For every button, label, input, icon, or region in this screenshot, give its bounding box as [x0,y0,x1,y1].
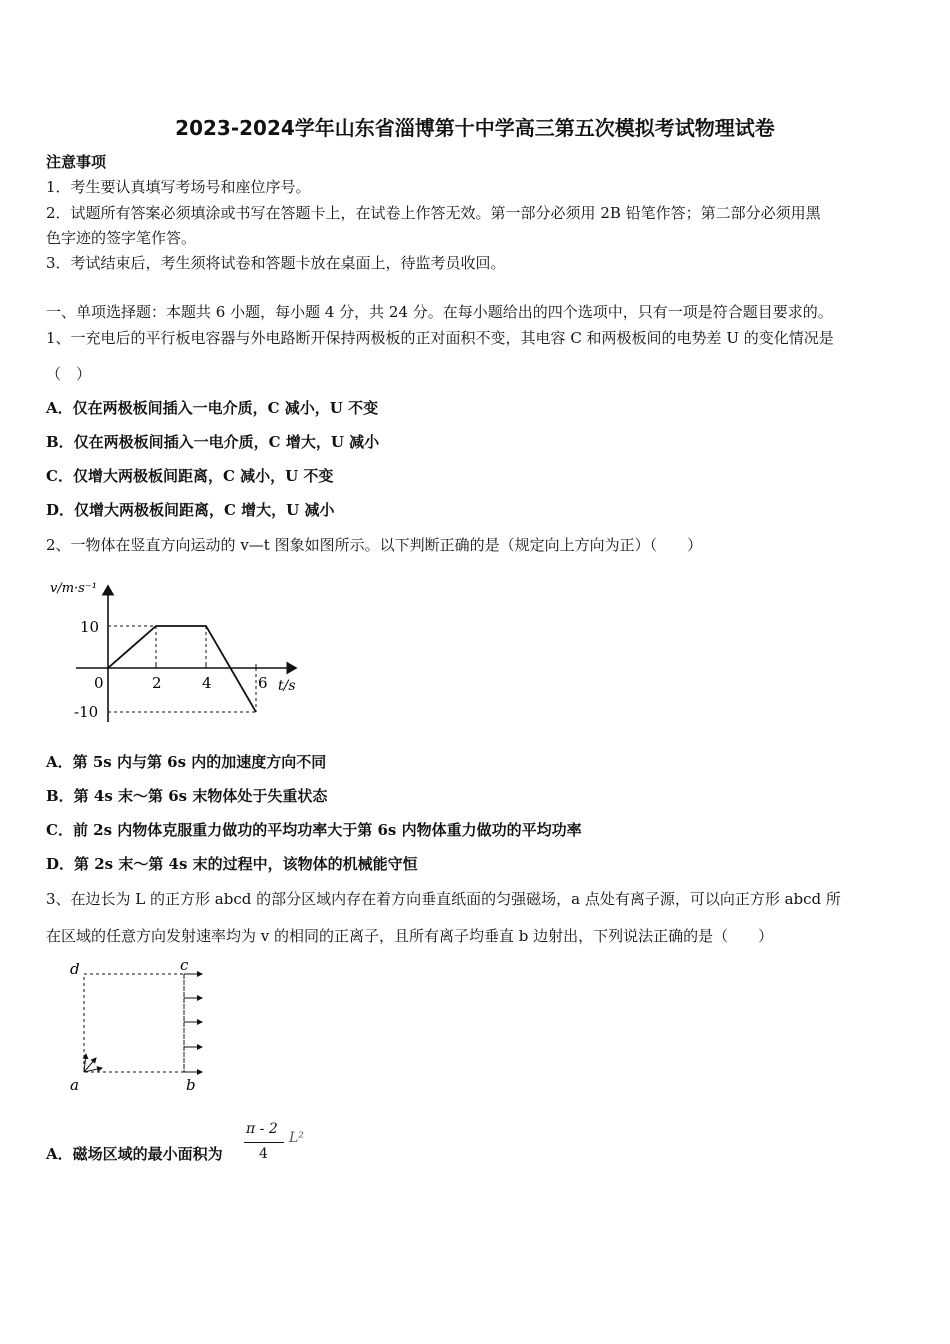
page-title: 2023-2024学年山东省淄博第十中学高三第五次模拟考试物理试卷 [175,116,775,140]
q2-option-d: D．第 2s 末～第 4s 末的过程中，该物体的机械能守恒 [46,855,418,873]
q3-option-a: A．磁场区域的最小面积为 [46,1145,223,1163]
square-outline [84,974,184,1072]
tick-2: 2 [152,674,162,692]
q1-option-b: B．仅在两极板间插入一电介质，C 增大，U 减小 [46,433,380,451]
y-axis-label: v/m·s⁻¹ [50,581,97,596]
tick-10: 10 [80,618,100,636]
tick-neg10: -10 [74,703,99,721]
notice-item: 2．试题所有答案必须填涂或书写在答题卡上，在试卷上作答无效。第一部分必须用 2B 铅笔作答；第二部分必须用黑 [46,204,821,222]
q3-stem-line1: 3、在边长为 L 的正方形 abcd 的部分区域内存在着方向垂直纸面的匀强磁场，a 点处有离子源，可以向正方形 abcd 所 [46,890,841,908]
fraction-numerator: π - 2 [246,1121,278,1137]
notice-heading: 注意事项 [46,153,107,171]
label-a: a [70,1076,79,1094]
vt-curve [108,626,256,712]
q1-option-a: A．仅在两极板间插入一电介质，C 减小，U 不变 [46,399,379,417]
x-axis-label: t/s [278,678,296,694]
q1-paren: （ ） [46,365,92,383]
fraction-variable: L² [289,1130,304,1146]
label-b: b [186,1076,196,1094]
section-heading: 一、单项选择题：本题共 6 小题，每小题 4 分，共 24 分。在每小题给出的四个选项中，只有一项是符合题目要求的。 [46,303,833,321]
q2-option-b: B．第 4s 末～第 6s 末物体处于失重状态 [46,787,328,805]
label-d: d [70,960,80,978]
notice-item: 1．考生要认真填写考场号和座位序号。 [46,178,311,196]
fraction-bar [244,1142,284,1143]
tick-6: 6 [258,674,268,692]
q2-stem: 2、一物体在竖直方向运动的 v—t 图象如图所示。以下判断正确的是（规定向上方向为正）（ ） [46,536,703,554]
notice-item: 色字迹的签字笔作答。 [46,229,197,247]
square-diagram [60,958,220,1094]
q1-stem: 1、一充电后的平行板电容器与外电路断开保持两极板的正对面积不变，其电容 C 和两极板间的电势差 U 的变化情况是 [46,329,834,347]
vt-graph [46,572,306,732]
q2-option-c: C．前 2s 内物体克服重力做功的平均功率大于第 6s 内物体重力做功的平均功率 [46,821,582,839]
q1-option-d: D．仅增大两极板间距离，C 增大，U 减小 [46,501,335,519]
q1-option-c: C．仅增大两极板间距离，C 减小，U 不变 [46,467,334,485]
q3-stem-line2: 在区域的任意方向发射速率均为 v 的相同的正离子，且所有离子均垂直 b 边射出，下列说法正确的是（ ） [46,927,774,945]
tick-4: 4 [202,674,212,692]
tick-0: 0 [94,674,104,692]
q2-option-a: A．第 5s 内与第 6s 内的加速度方向不同 [46,753,327,771]
notice-item: 3．考试结束后，考生须将试卷和答题卡放在桌面上，待监考员收回。 [46,254,506,272]
fraction-denominator: 4 [259,1146,268,1162]
label-c: c [180,958,189,974]
